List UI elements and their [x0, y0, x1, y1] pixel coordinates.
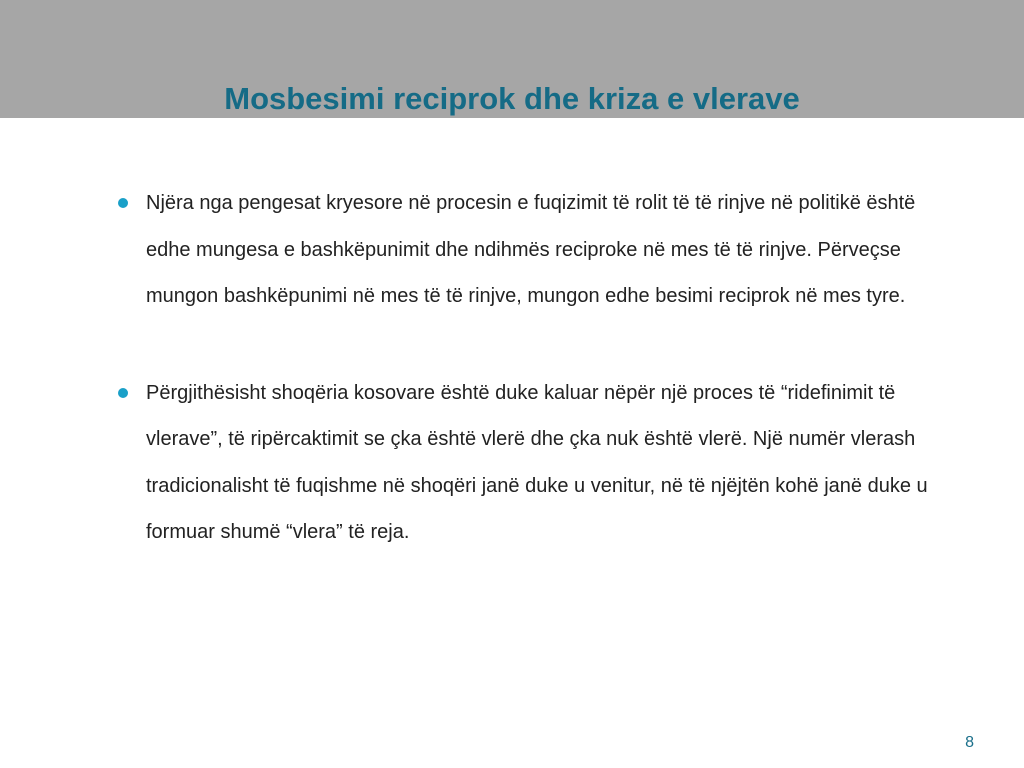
bullet-dot-icon [118, 198, 128, 208]
bullet-dot-icon [118, 388, 128, 398]
page-number: 8 [965, 734, 974, 751]
slide-title: Mosbesimi reciprok dhe kriza e vlerave [224, 81, 800, 116]
bullet-text: Njëra nga pengesat kryesore në procesin e fuqizimit të rolit të të rinjve në politikë është edhe mungesa e bashkëpunimit dhe ndihmës reciproke në mes të të rinjve. Përveçse mungon bashkëpunimi në mes të të rinjve, mungon edhe besimi reciprok në mes tyre. [146, 192, 916, 307]
bullet-item [118, 370, 948, 556]
bullet-text: Përgjithësisht shoqëria kosovare është duke kaluar nëpër një proces të “ridefinimit të vlerave”, të ripërcaktimit se çka është vlerë dhe çka nuk është vlerë. Një numër vlerash tradicionalisht të fuqishme në shoqëri janë duke u venitur, në të njëjtën kohë janë duke u formuar shumë “vlera” të reja. [146, 381, 928, 543]
bullet-item [118, 180, 948, 320]
bullet-list [118, 180, 948, 556]
